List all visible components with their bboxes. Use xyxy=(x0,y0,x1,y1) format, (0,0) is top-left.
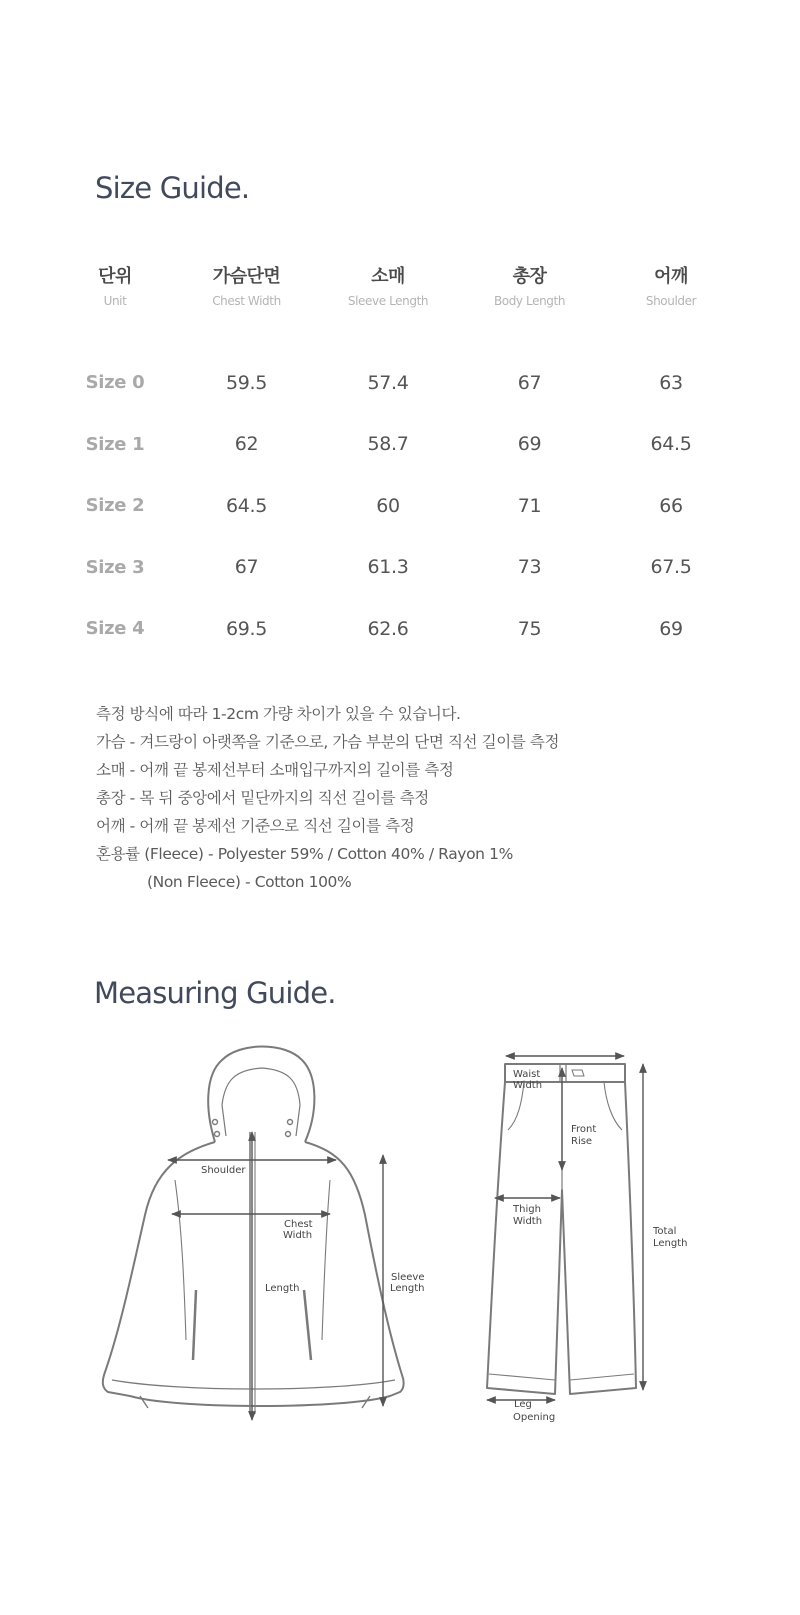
body-value: 67 xyxy=(517,371,542,394)
chest-value: 67 xyxy=(234,556,259,579)
measuring-diagram xyxy=(0,1040,800,1480)
length-label: Length xyxy=(265,1283,300,1294)
leg-opening-label: Leg xyxy=(514,1399,532,1410)
size-label: Size 4 xyxy=(85,618,145,640)
table-row xyxy=(55,475,775,537)
front-rise-label: Front xyxy=(571,1124,597,1135)
sleeve-length-label: Length xyxy=(390,1283,425,1294)
leg-opening-label: Opening xyxy=(513,1412,556,1423)
header-en: Sleeve Length xyxy=(347,294,429,308)
shoulder-value: 63 xyxy=(659,371,683,394)
body-value: 69 xyxy=(517,433,542,456)
note-line: 총장 - 목 뒤 중앙에서 밑단까지의 직선 길이를 측정 xyxy=(96,789,429,807)
chest-value: 64.5 xyxy=(225,494,268,517)
table-row xyxy=(55,537,775,599)
shoulder-value: 67.5 xyxy=(650,556,692,579)
shoulder-value: 66 xyxy=(659,494,683,517)
table-row xyxy=(55,352,775,414)
note-line: 어깨 - 어깨 끝 봉제선 기준으로 직선 길이를 측정 xyxy=(96,817,415,835)
front-rise-label: Rise xyxy=(571,1136,593,1147)
note-line: 혼용률 (Fleece) - Polyester 59% / Cotton 40% / Rayon 1% xyxy=(96,845,513,863)
sleeve-value: 60 xyxy=(376,494,400,517)
header-ko: 어깨 xyxy=(654,266,688,287)
jacket-illustration xyxy=(103,1047,404,1415)
header-body xyxy=(458,262,601,322)
measuring-guide-title: Measuring Guide. xyxy=(94,976,336,1010)
shoulder-value: 69 xyxy=(659,617,683,640)
note-line: 소매 - 어깨 끝 봉제선부터 소매입구까지의 길이를 측정 xyxy=(96,761,454,779)
waist-width-label: Waist xyxy=(513,1069,541,1080)
body-value: 71 xyxy=(517,494,542,517)
size-table-header xyxy=(55,262,775,322)
note-line: (Non Fleece) - Cotton 100% xyxy=(147,873,352,891)
total-length-label: Length xyxy=(653,1238,688,1249)
sleeve-value: 62.6 xyxy=(367,617,409,640)
size-label: Size 0 xyxy=(85,372,145,394)
header-unit xyxy=(55,262,175,322)
header-en: Unit xyxy=(103,294,127,308)
header-ko: 단위 xyxy=(98,266,132,287)
table-row xyxy=(55,414,775,476)
sleeve-value: 61.3 xyxy=(367,556,409,579)
body-value: 75 xyxy=(517,617,542,640)
chest-width-label: Chest xyxy=(284,1219,313,1230)
size-table xyxy=(55,262,775,660)
size-label: Size 2 xyxy=(85,495,145,517)
table-row xyxy=(55,598,775,660)
shoulder-value: 64.5 xyxy=(650,433,692,456)
sleeve-value: 58.7 xyxy=(367,433,409,456)
header-shoulder xyxy=(601,262,741,322)
size-table-body xyxy=(55,352,775,660)
pants-measure-arrows xyxy=(487,1056,643,1400)
header-en: Body Length xyxy=(493,294,566,308)
chest-width-label: Width xyxy=(283,1230,313,1241)
total-length-label: Total xyxy=(653,1226,677,1237)
sleeve-value: 57.4 xyxy=(367,371,409,394)
thigh-width-label: Thigh xyxy=(513,1204,541,1215)
note-line: 측정 방식에 따라 1-2cm 가량 차이가 있을 수 있습니다. xyxy=(96,705,461,723)
size-label: Size 1 xyxy=(85,433,145,455)
sleeve-length-label: Sleeve xyxy=(391,1272,425,1283)
size-label: Size 3 xyxy=(85,556,145,578)
note-line: 가슴 - 겨드랑이 아랫쪽을 기준으로, 가슴 부분의 단면 직선 길이를 측정 xyxy=(96,733,560,751)
header-sleeve xyxy=(318,262,458,322)
header-en: Chest Width xyxy=(212,294,281,308)
header-chest xyxy=(175,262,318,322)
header-ko: 총장 xyxy=(512,266,547,287)
header-en: Shoulder xyxy=(645,294,697,308)
chest-value: 62 xyxy=(234,433,259,456)
header-ko: 소매 xyxy=(371,266,405,287)
body-value: 73 xyxy=(517,556,542,579)
measurement-notes xyxy=(96,700,559,896)
chest-value: 69.5 xyxy=(225,617,268,640)
thigh-width-label: Width xyxy=(513,1216,543,1227)
waist-width-label: Width xyxy=(513,1080,543,1091)
size-guide-title: Size Guide. xyxy=(95,171,250,205)
header-ko: 가슴단면 xyxy=(212,266,281,287)
shoulder-label: Shoulder xyxy=(201,1165,246,1176)
chest-value: 59.5 xyxy=(225,371,268,394)
